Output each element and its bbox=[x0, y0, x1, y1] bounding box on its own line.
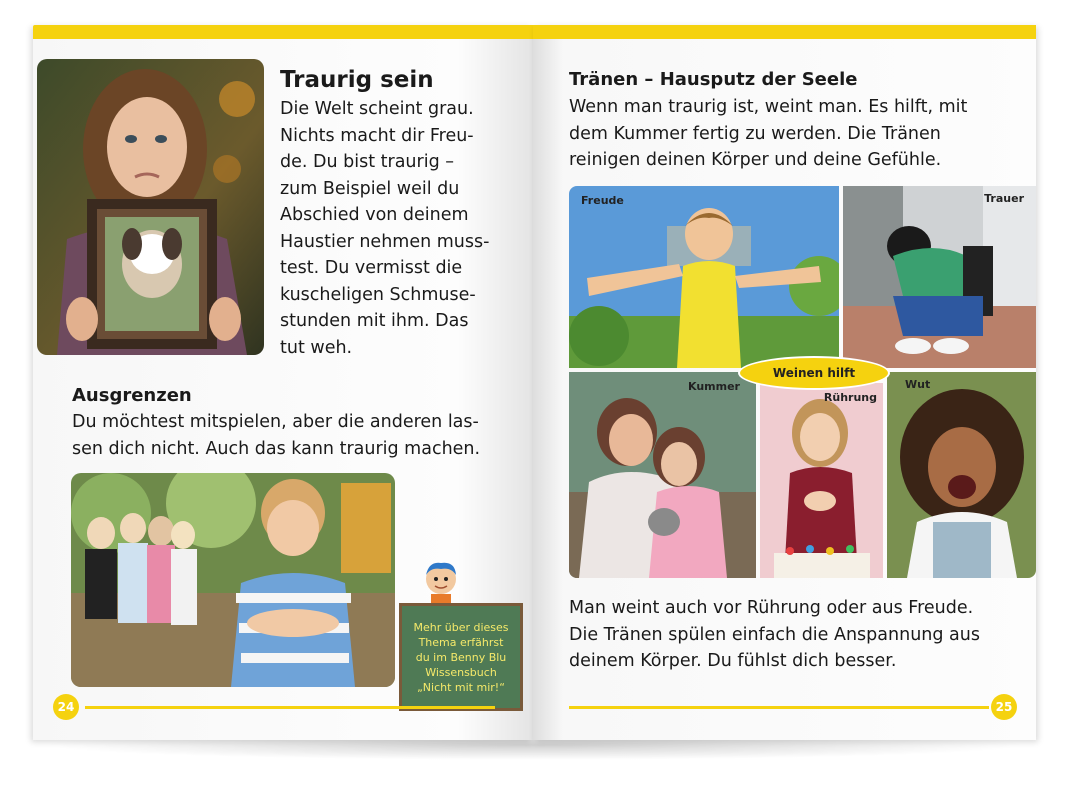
text-line: stunden mit ihm. Das bbox=[280, 311, 469, 331]
text-line: Haustier nehmen muss- bbox=[280, 231, 490, 252]
section-text-traurig-sein bbox=[280, 96, 489, 361]
bottom-accent-line bbox=[85, 706, 495, 709]
info-board bbox=[399, 603, 523, 711]
page-number-right: 25 bbox=[991, 694, 1017, 720]
text-line: Die Tränen spülen einfach die Anspannung aus bbox=[569, 624, 980, 645]
left-page bbox=[33, 25, 533, 740]
badge-weinen-hilft: Weinen hilft bbox=[738, 356, 890, 390]
label-freude: Freude bbox=[581, 194, 624, 207]
photo-kummer bbox=[569, 372, 756, 578]
section-title-ausgrenzen: Ausgrenzen bbox=[72, 385, 192, 406]
text-line: de. Du bist traurig – bbox=[280, 152, 454, 172]
text-line: Nichts macht dir Freu- bbox=[280, 125, 474, 146]
board-line: „Nicht mit mir!“ bbox=[417, 680, 505, 694]
board-line: Wissensbuch bbox=[425, 665, 497, 679]
top-accent-bar bbox=[533, 25, 1036, 39]
top-accent-bar bbox=[33, 25, 533, 39]
label-wut: Wut bbox=[905, 378, 931, 391]
section-title-traenen: Tränen – Hausputz der Seele bbox=[569, 69, 858, 90]
photo-ruehrung bbox=[760, 383, 883, 578]
photo-excluded-boy bbox=[71, 473, 395, 687]
page-number-left: 24 bbox=[53, 694, 79, 720]
photo-girl-with-dog-picture bbox=[37, 59, 264, 355]
board-line: Mehr über dieses bbox=[413, 620, 509, 634]
text-line: tut weh. bbox=[280, 337, 353, 358]
text-line: test. Du vermisst die bbox=[280, 258, 463, 278]
board-line: Thema erfährst bbox=[418, 635, 504, 649]
label-ruehrung: Rührung bbox=[823, 391, 877, 404]
benny-blu-mascot bbox=[421, 561, 461, 607]
label-kummer: Kummer bbox=[688, 380, 740, 393]
board-line: du im Benny Blu bbox=[415, 650, 507, 664]
section-text-ausgrenzen bbox=[72, 409, 480, 462]
bottom-accent-line bbox=[569, 706, 989, 709]
text-line: Du möchtest mitspielen, aber die anderen las- bbox=[72, 412, 479, 432]
section-text-traenen bbox=[569, 94, 967, 174]
text-line: sen dich nicht. Auch das kann traurig machen. bbox=[72, 438, 481, 459]
text-line: Die Welt scheint grau. bbox=[280, 99, 474, 119]
text-line: zum Beispiel weil du bbox=[280, 178, 460, 199]
label-trauer: Trauer bbox=[984, 192, 1024, 205]
text-line: Abschied von deinem bbox=[280, 205, 469, 225]
photo-trauer bbox=[843, 186, 1036, 368]
text-line: Man weint auch vor Rührung oder aus Freude. bbox=[569, 598, 974, 618]
text-line: Wenn man traurig ist, weint man. Es hilft, mit bbox=[569, 97, 968, 117]
text-line: kuscheligen Schmuse- bbox=[280, 284, 476, 305]
text-line: dem Kummer fertig zu werden. Die Tränen bbox=[569, 123, 941, 144]
text-line: reinigen deinen Körper und deine Gefühle. bbox=[569, 150, 942, 170]
text-line: deinem Körper. Du fühlst dich besser. bbox=[569, 651, 897, 671]
photo-wut bbox=[887, 372, 1036, 578]
photo-freude bbox=[569, 186, 839, 368]
section-text-ruehrung-freude bbox=[569, 595, 980, 675]
section-title-traurig-sein: Traurig sein bbox=[280, 67, 434, 93]
